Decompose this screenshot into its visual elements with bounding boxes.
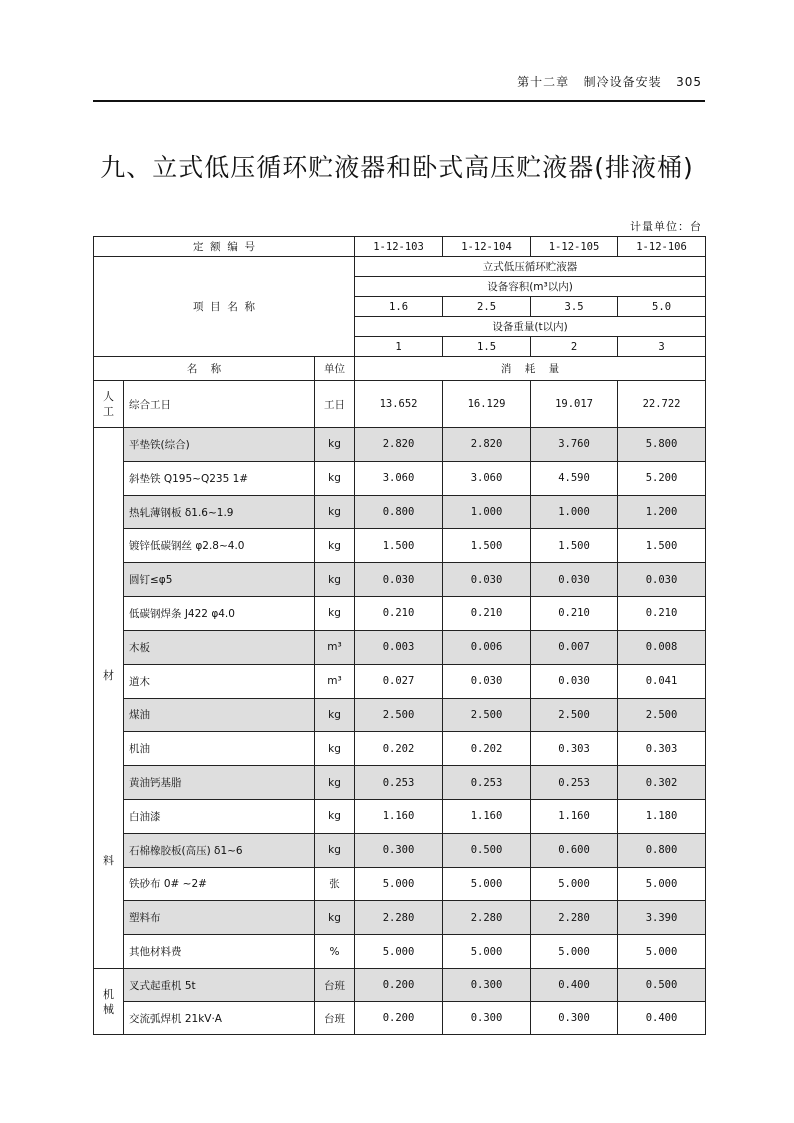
material-row [94, 597, 706, 631]
consumption-value: 0.300 [531, 1002, 618, 1035]
category-materials [94, 428, 124, 969]
material-row [94, 461, 706, 495]
consumption-value: 1.160 [443, 799, 531, 833]
consumption-value: 0.003 [355, 630, 443, 664]
consumption-value: 0.030 [355, 563, 443, 597]
material-row [94, 799, 706, 833]
consumption-value: 13.652 [355, 381, 443, 428]
weight-value: 1.5 [443, 337, 531, 357]
consumption-value: 0.300 [355, 833, 443, 867]
column-header-unit: 单位 [315, 357, 355, 381]
consumption-value: 1.160 [355, 799, 443, 833]
item-name: 白油漆 [124, 799, 315, 833]
consumption-value: 0.210 [531, 597, 618, 631]
consumption-value: 5.000 [531, 935, 618, 969]
item-name: 交流弧焊机 21kV·A [124, 1002, 315, 1035]
consumption-value: 0.210 [443, 597, 531, 631]
material-row [94, 732, 706, 766]
material-row [94, 563, 706, 597]
consumption-value: 5.000 [355, 867, 443, 901]
weight-value: 3 [618, 337, 706, 357]
item-name: 平垫铁(综合) [124, 428, 315, 462]
consumption-value: 5.000 [531, 867, 618, 901]
consumption-value: 3.760 [531, 428, 618, 462]
column-header-consumption: 消 耗 量 [355, 357, 706, 381]
weight-value: 1 [355, 337, 443, 357]
item-name: 其他材料费 [124, 935, 315, 969]
item-name: 塑料布 [124, 901, 315, 935]
code-cell: 1-12-103 [355, 237, 443, 257]
consumption-value: 0.300 [443, 1002, 531, 1035]
labor-row [94, 381, 706, 428]
capacity-value: 2.5 [443, 297, 531, 317]
consumption-value: 3.390 [618, 901, 706, 935]
capacity-value: 1.6 [355, 297, 443, 317]
item-name: 镀锌低碳钢丝 φ2.8~4.0 [124, 529, 315, 563]
item-unit: % [315, 935, 355, 969]
item-unit: kg [315, 495, 355, 529]
item-unit: kg [315, 428, 355, 462]
column-header-name: 名 称 [94, 357, 315, 381]
consumption-value: 1.200 [618, 495, 706, 529]
consumption-value: 0.030 [531, 664, 618, 698]
consumption-value: 0.030 [443, 664, 531, 698]
consumption-value: 0.202 [355, 732, 443, 766]
item-name: 煤油 [124, 698, 315, 732]
consumption-value: 0.210 [618, 597, 706, 631]
category-materials-top: 材 [103, 669, 114, 682]
item-name: 低碳钢焊条 J422 φ4.0 [124, 597, 315, 631]
consumption-value: 0.202 [443, 732, 531, 766]
consumption-value: 0.800 [618, 833, 706, 867]
item-unit: m³ [315, 630, 355, 664]
material-row [94, 833, 706, 867]
item-unit: kg [315, 563, 355, 597]
consumption-value: 0.500 [443, 833, 531, 867]
consumption-value: 0.600 [531, 833, 618, 867]
category-machinery: 机 械 [94, 969, 124, 1035]
item-unit: kg [315, 732, 355, 766]
consumption-value: 2.500 [355, 698, 443, 732]
consumption-value: 5.000 [443, 867, 531, 901]
quota-table [93, 236, 706, 1035]
consumption-value: 0.027 [355, 664, 443, 698]
consumption-value: 0.400 [618, 1002, 706, 1035]
consumption-value: 0.200 [355, 969, 443, 1002]
consumption-value: 1.500 [443, 529, 531, 563]
consumption-value: 0.400 [531, 969, 618, 1002]
consumption-value: 5.000 [355, 935, 443, 969]
consumption-value: 2.820 [355, 428, 443, 462]
quota-code-label: 定 额 编 号 [94, 237, 355, 257]
material-row [94, 428, 706, 462]
consumption-value: 2.500 [443, 698, 531, 732]
consumption-value: 0.253 [531, 766, 618, 800]
consumption-value: 1.000 [443, 495, 531, 529]
consumption-value: 22.722 [618, 381, 706, 428]
consumption-value: 0.210 [355, 597, 443, 631]
item-name: 铁砂布 0# ~2# [124, 867, 315, 901]
consumption-value: 5.000 [443, 935, 531, 969]
header-rule [93, 100, 705, 102]
item-name: 叉式起重机 5t [124, 969, 315, 1002]
consumption-value: 2.280 [443, 901, 531, 935]
code-cell: 1-12-105 [531, 237, 618, 257]
material-row [94, 630, 706, 664]
consumption-value: 4.590 [531, 461, 618, 495]
item-unit: m³ [315, 664, 355, 698]
item-name: 木板 [124, 630, 315, 664]
consumption-value: 3.060 [355, 461, 443, 495]
consumption-value: 2.280 [531, 901, 618, 935]
consumption-value: 2.500 [531, 698, 618, 732]
capacity-value: 5.0 [618, 297, 706, 317]
item-name: 机油 [124, 732, 315, 766]
page-header [420, 73, 702, 90]
material-row [94, 867, 706, 901]
item-unit: kg [315, 698, 355, 732]
consumption-value: 0.303 [618, 732, 706, 766]
item-unit: 台班 [315, 1002, 355, 1035]
consumption-value: 0.030 [618, 563, 706, 597]
code-cell: 1-12-106 [618, 237, 706, 257]
material-row [94, 529, 706, 563]
consumption-value: 0.008 [618, 630, 706, 664]
item-unit: kg [315, 833, 355, 867]
item-name: 石棉橡胶板(高压) δ1~6 [124, 833, 315, 867]
item-name: 圆钉≤φ5 [124, 563, 315, 597]
equipment-group: 立式低压循环贮液器 [355, 257, 706, 277]
machinery-row [94, 969, 706, 1002]
consumption-value: 2.820 [443, 428, 531, 462]
consumption-value: 0.253 [355, 766, 443, 800]
item-unit: kg [315, 901, 355, 935]
material-row [94, 935, 706, 969]
consumption-value: 1.500 [355, 529, 443, 563]
weight-value: 2 [531, 337, 618, 357]
consumption-value: 0.007 [531, 630, 618, 664]
consumption-value: 1.000 [531, 495, 618, 529]
category-labor: 人 工 [94, 381, 124, 428]
page-number: 305 [676, 75, 702, 89]
consumption-value: 5.000 [618, 867, 706, 901]
material-row [94, 495, 706, 529]
consumption-value: 19.017 [531, 381, 618, 428]
consumption-value: 1.180 [618, 799, 706, 833]
code-cell: 1-12-104 [443, 237, 531, 257]
consumption-value: 0.200 [355, 1002, 443, 1035]
item-name: 综合工日 [124, 381, 315, 428]
consumption-value: 5.000 [618, 935, 706, 969]
consumption-value: 0.253 [443, 766, 531, 800]
item-name: 斜垫铁 Q195~Q235 1# [124, 461, 315, 495]
material-row [94, 766, 706, 800]
section-label: 制冷设备安装 [583, 75, 662, 89]
item-unit: kg [315, 597, 355, 631]
item-unit: 工日 [315, 381, 355, 428]
consumption-value: 0.006 [443, 630, 531, 664]
consumption-value: 1.500 [618, 529, 706, 563]
consumption-value: 2.280 [355, 901, 443, 935]
page-title: 九、立式低压循环贮液器和卧式高压贮液器(排液桶) [100, 153, 694, 182]
consumption-value: 0.300 [443, 969, 531, 1002]
consumption-value: 5.200 [618, 461, 706, 495]
consumption-value: 1.500 [531, 529, 618, 563]
material-row [94, 901, 706, 935]
material-row [94, 664, 706, 698]
consumption-value: 0.041 [618, 664, 706, 698]
item-unit: kg [315, 766, 355, 800]
unit-note: 计量单位：台 [630, 220, 702, 233]
capacity-value: 3.5 [531, 297, 618, 317]
item-unit: kg [315, 461, 355, 495]
machinery-row [94, 1002, 706, 1035]
consumption-value: 0.303 [531, 732, 618, 766]
consumption-value: 2.500 [618, 698, 706, 732]
consumption-value: 0.302 [618, 766, 706, 800]
consumption-value: 0.030 [531, 563, 618, 597]
consumption-value: 0.500 [618, 969, 706, 1002]
consumption-value: 1.160 [531, 799, 618, 833]
item-name: 黄油钙基脂 [124, 766, 315, 800]
item-unit: kg [315, 529, 355, 563]
consumption-value: 0.800 [355, 495, 443, 529]
category-materials-bottom: 料 [103, 854, 114, 867]
item-name: 热轧薄钢板 δ1.6~1.9 [124, 495, 315, 529]
consumption-value: 3.060 [443, 461, 531, 495]
consumption-value: 0.030 [443, 563, 531, 597]
capacity-label: 设备容积(m³以内) [355, 277, 706, 297]
item-name-label: 项 目 名 称 [94, 257, 355, 357]
weight-label: 设备重量(t以内) [355, 317, 706, 337]
item-unit: 张 [315, 867, 355, 901]
item-name: 道木 [124, 664, 315, 698]
chapter-label: 第十二章 [517, 75, 570, 89]
item-unit: kg [315, 799, 355, 833]
consumption-value: 16.129 [443, 381, 531, 428]
consumption-value: 5.800 [618, 428, 706, 462]
material-row [94, 698, 706, 732]
item-unit: 台班 [315, 969, 355, 1002]
